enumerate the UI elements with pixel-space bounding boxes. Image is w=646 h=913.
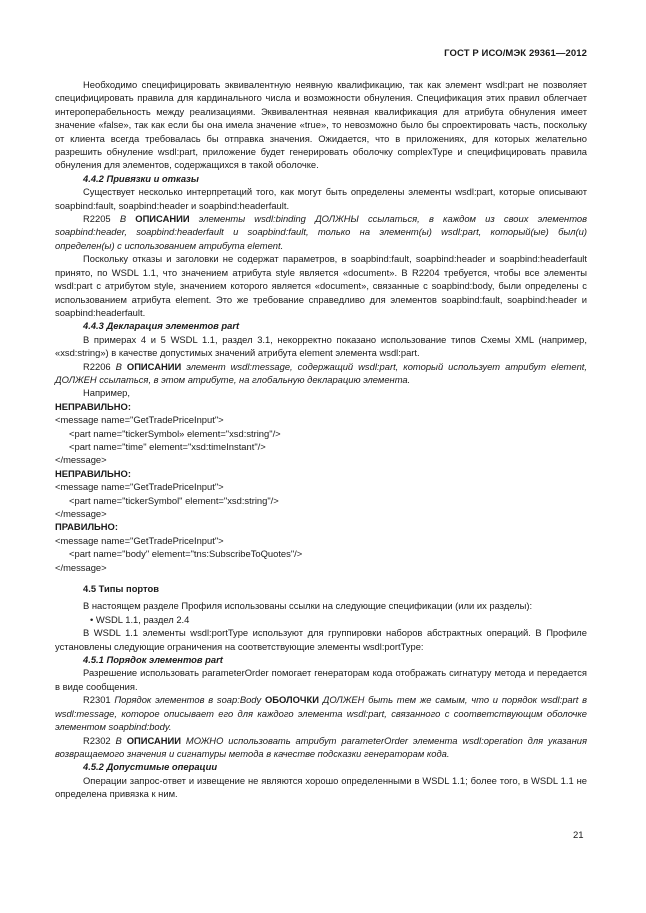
requirement-r2206 [55, 360, 587, 387]
requirement-text: элементы wsdl:binding ДОЛЖНЫ ссылаться, в каждом из своих элементов soapbind:header, soapbind:headerfault и soapbind:fault, только на элемент(ы) wsdl:part, который(ые) был(и) определен(ы) с использованием атрибута element. [55, 213, 588, 251]
section-heading-4-4-2: 4.4.2 Привязки и отказы [83, 172, 199, 184]
requirement-keyword: ОПИСАНИИ [135, 213, 190, 225]
code-line: <part name="tickerSymbol" element="xsd:string"/> [69, 494, 279, 506]
requirement-prefix: В [119, 213, 136, 225]
code-line: <part name="tickerSymbol» element="xsd:string"/> [69, 427, 281, 439]
requirement-id: R2206 [83, 360, 116, 372]
code-line: </message> [55, 561, 107, 573]
code-line: <message name="GetTradePriceInput"> [55, 534, 224, 546]
requirement-id: R2301 [83, 694, 115, 706]
section-heading-4-5-1: 4.5.1 Порядок элементов part [83, 654, 223, 666]
code-line: </message> [55, 454, 107, 466]
list-item: • WSDL 1.1, раздел 2.4 [90, 613, 190, 625]
code-line: <message name="GetTradePriceInput"> [55, 414, 224, 426]
wrong-example-label: НЕПРАВИЛЬНО: [55, 467, 131, 479]
requirement-prefix: Порядок элементов в soap:Body [114, 694, 265, 706]
requirement-text: МОЖНО использовать атрибут parameterOrder элемента wsdl:operation для указания возвращаемого значения и сигнатуры метода в качестве подсказки генераторам кода. [55, 734, 588, 759]
requirement-r2302 [55, 734, 587, 761]
paragraph: В WSDL 1.1 элементы wsdl:portType используют для группировки наборов абстрактных операций. В Профиле установлены следующие ограничения на соответствующие элементы wsdl:portType: [55, 627, 587, 652]
requirement-text: ДОЛЖЕН быть тем же самым, что и порядок wsdl:part в wsdl:message, которое описывает его для каждого элемента wsdl:part, связанного с соответствующим оболочке элементом soapbind:body. [55, 694, 587, 733]
right-example-label: ПРАВИЛЬНО: [55, 521, 118, 533]
code-line: <part name="body" element="tns:SubscribeToQuotes"/> [69, 548, 303, 560]
document-body [55, 78, 587, 801]
code-line: <part name="time" element="xsd:timeInstant"/> [69, 440, 266, 452]
requirement-keyword: ОБОЛОЧКИ [264, 694, 319, 706]
document-header: ГОСТ Р ИСО/МЭК 29361—2012 [444, 48, 587, 59]
requirement-r2301 [55, 693, 587, 733]
paragraph: Операции запрос-ответ и извещение не являются хорошо определенными в WSDL 1.1; более того, в WSDL 1.1 не определена привязка к ним. [55, 774, 587, 800]
requirement-keyword: ОПИСАНИИ [126, 734, 182, 746]
requirement-r2205 [55, 212, 587, 252]
paragraph: В настоящем разделе Профиля использованы ссылки на следующие спецификации (или их разделы): [83, 600, 533, 612]
paragraph: Поскольку отказы и заголовки не содержат параметров, в soapbind:fault, soapbind:header и soapbind:headerfault принято, по WSDL 1.1, что значением атрибута style является «document». В R2204 требуется, чтобы все элементы wsdl:part с атрибутом style, значением которого является «document», связанные с soapbind:body, были определены с использованием атрибута element. Это же требование справедливо для элементов soapbind:fault, soapbind:header и soapbind:headerfault. [55, 253, 587, 318]
paragraph: Необходимо специфицировать эквивалентную неявную квалификацию, так как элемент wsdl:part не позволяет специфицировать правила для кардинального числа и возможности обнуления. Спецификация этих правил облегчает интероперабельность между реализациями. Эквивалентная неявная квалификация для атрибута обнуления имеет значение «false», так как если бы она имела значение «true», то невозможно было бы спроектировать часть, поскольку от клиента всегда требовалась бы отправка значения. Ожидается, что в приложениях, для которых желательно разрешить обнуление wsdl:part, приложение будет генерировать оболочку complexType и специфицировать правила обнуления для элементов, содержащихся в такой оболочке. [55, 79, 587, 171]
section-heading-4-5-2: 4.5.2 Допустимые операции [83, 761, 218, 773]
paragraph: Разрешение использовать parameterOrder помогает генераторам кода отображать сигнатуру метода и передается в виде сообщения. [55, 667, 587, 692]
requirement-id: R2205 [83, 213, 120, 225]
section-heading-4-5: 4.5 Типы портов [83, 583, 159, 595]
paragraph: Существует несколько интерпретаций того, как могут быть определены элементы wsdl:part, которые описывают soapbind:fault, soapbind:header и soapbind:headerfault. [55, 186, 587, 211]
example-intro: Например, [83, 387, 130, 399]
requirement-text: элемент wsdl:message, содержащий wsdl:part, который использует атрибут element, ДОЛЖЕН ссылаться, в этом атрибуте, на глобальную декларацию элемента. [55, 360, 587, 385]
requirement-prefix: В [115, 360, 127, 372]
code-line: <message name="GetTradePriceInput"> [55, 481, 224, 493]
code-line: </message> [55, 508, 107, 519]
paragraph: В примерах 4 и 5 WSDL 1.1, раздел 3.1, некорректно показано использование типов Схемы XML (например, «xsd:string») в качестве допустимых значений атрибута element элемента wsdl:part. [55, 333, 587, 359]
section-heading-4-4-3: 4.4.3 Декларация элементов part [83, 320, 240, 332]
requirement-keyword: ОПИСАНИИ [126, 360, 182, 372]
wrong-example-label: НЕПРАВИЛЬНО: [55, 400, 131, 412]
requirement-id: R2302 [83, 734, 116, 746]
requirement-prefix: В [115, 734, 127, 746]
page-number: 21 [573, 830, 584, 841]
